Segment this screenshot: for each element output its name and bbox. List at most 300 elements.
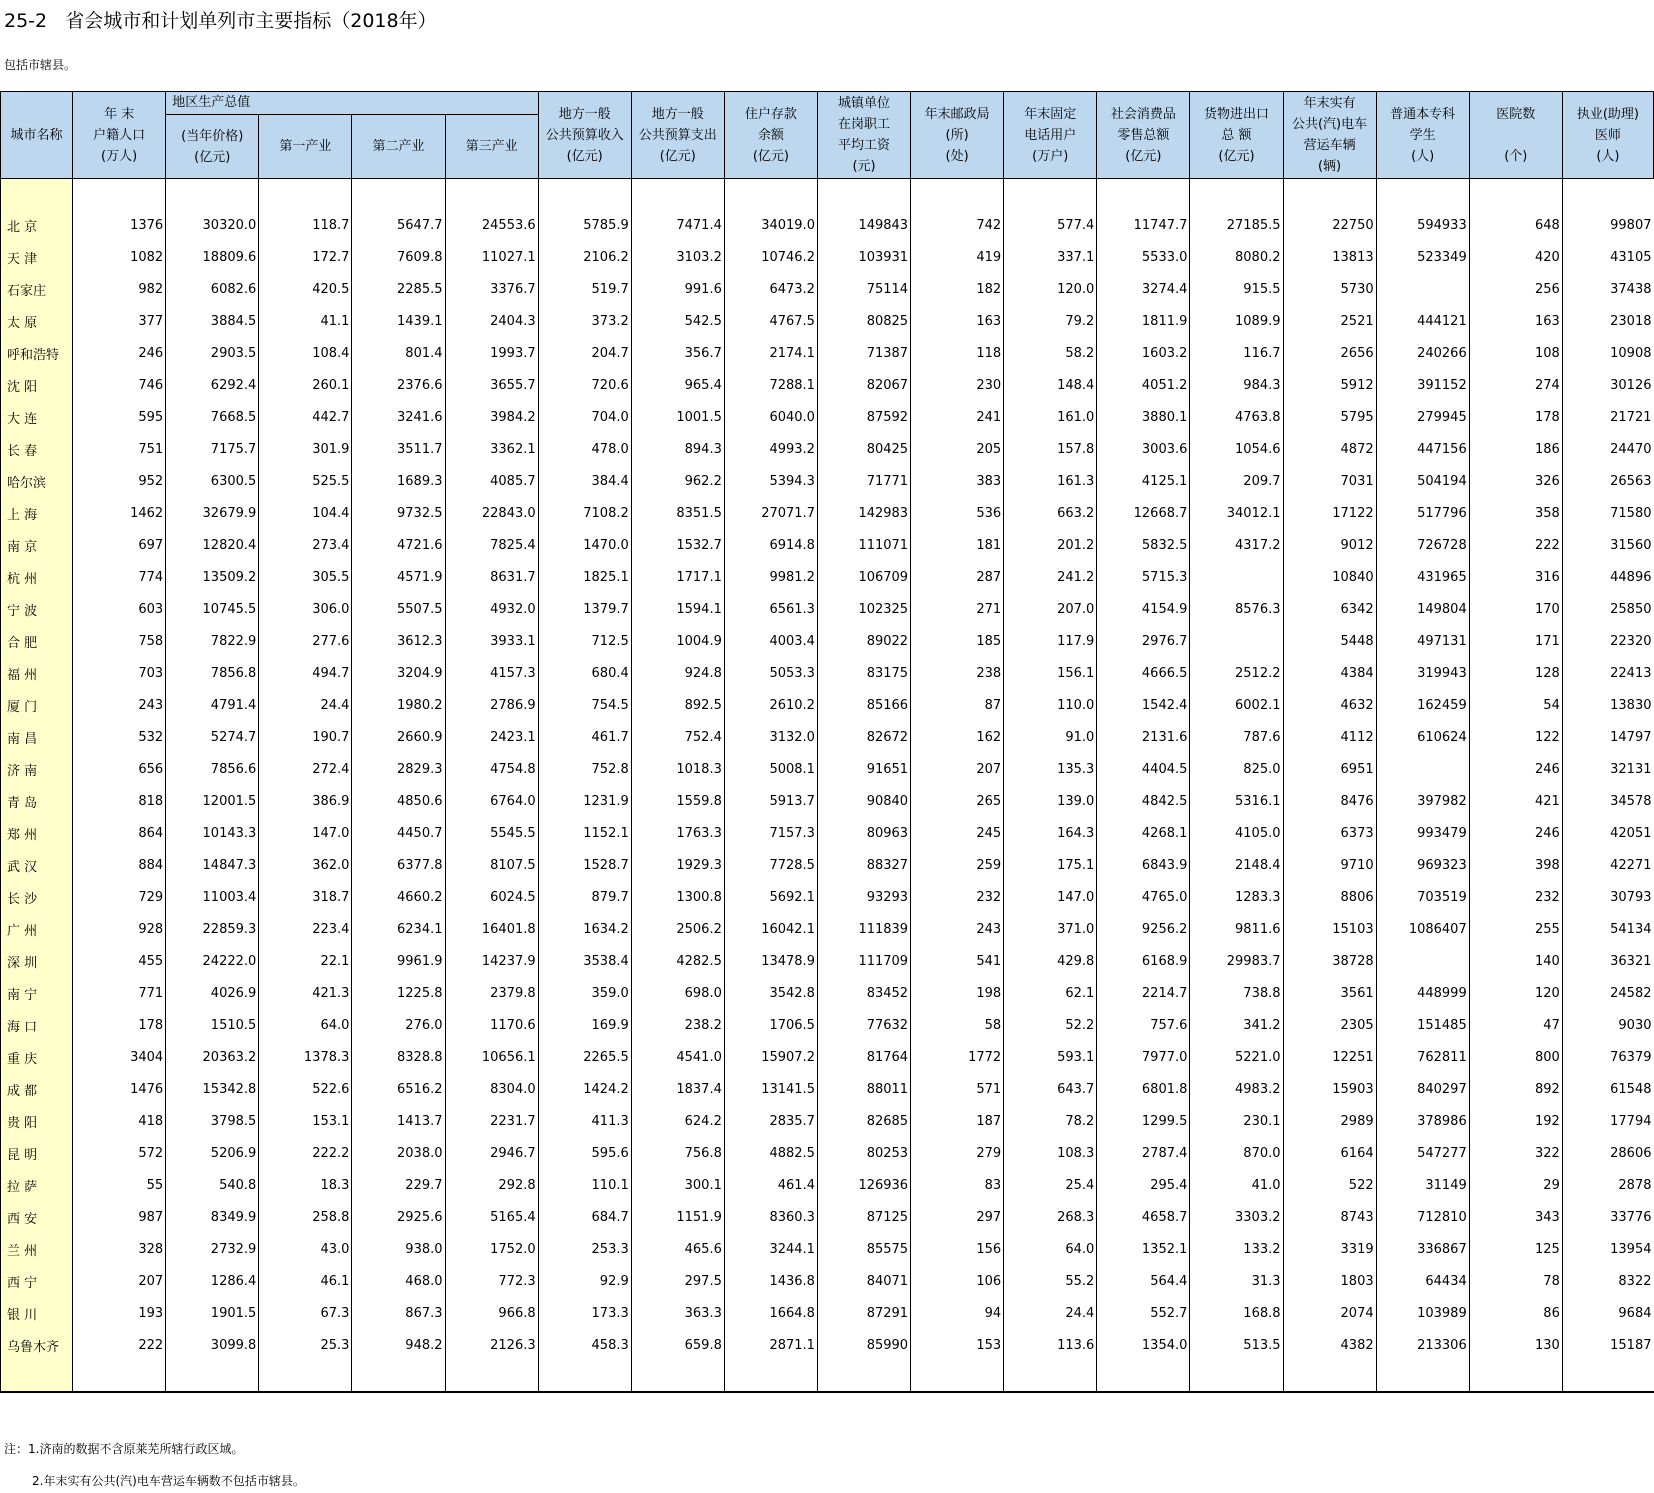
data-cell: 420 — [1469, 241, 1562, 273]
data-cell: 712.5 — [538, 625, 631, 657]
header-primary: 第一产业 — [259, 115, 352, 179]
data-cell: 175.1 — [1004, 849, 1097, 881]
data-cell: 4932.0 — [445, 593, 538, 625]
spacer-cell — [1376, 1361, 1469, 1392]
city-name-cell: 武 汉 — [1, 849, 73, 881]
data-cell: 24582 — [1562, 977, 1653, 1009]
data-cell: 1634.2 — [538, 913, 631, 945]
city-name-cell: 银 川 — [1, 1297, 73, 1329]
city-name-cell: 大 连 — [1, 401, 73, 433]
data-cell: 564.4 — [1097, 1265, 1190, 1297]
data-cell: 800 — [1469, 1041, 1562, 1073]
data-cell: 64434 — [1376, 1265, 1469, 1297]
data-cell: 31560 — [1562, 529, 1653, 561]
data-cell: 6168.9 — [1097, 945, 1190, 977]
data-cell: 1413.7 — [352, 1105, 445, 1137]
data-cell: 161.3 — [1004, 465, 1097, 497]
spacer-cell — [724, 179, 817, 210]
data-cell: 751 — [73, 433, 166, 465]
data-cell: 6234.1 — [352, 913, 445, 945]
data-cell: 83452 — [817, 977, 910, 1009]
header-secondary: 第二产业 — [352, 115, 445, 179]
data-cell: 140 — [1469, 945, 1562, 977]
data-cell: 962.2 — [631, 465, 724, 497]
data-cell: 1689.3 — [352, 465, 445, 497]
city-name-cell: 西 宁 — [1, 1265, 73, 1297]
city-name-cell: 哈尔滨 — [1, 465, 73, 497]
data-cell: 991.6 — [631, 273, 724, 305]
data-cell: 80253 — [817, 1137, 910, 1169]
data-cell: 118.7 — [259, 209, 352, 241]
data-cell: 982 — [73, 273, 166, 305]
data-cell: 3132.0 — [724, 721, 817, 753]
city-name-cell: 成 都 — [1, 1073, 73, 1105]
data-cell: 684.7 — [538, 1201, 631, 1233]
data-cell: 4157.3 — [445, 657, 538, 689]
data-cell: 8351.5 — [631, 497, 724, 529]
data-cell: 142983 — [817, 497, 910, 529]
data-cell: 5053.3 — [724, 657, 817, 689]
data-cell: 111071 — [817, 529, 910, 561]
data-cell: 10746.2 — [724, 241, 817, 273]
city-name-cell: 呼和浩特 — [1, 337, 73, 369]
data-cell: 276.0 — [352, 1009, 445, 1041]
spacer-cell — [1469, 1361, 1562, 1392]
table-row — [1, 1297, 1654, 1329]
city-name-cell: 太 原 — [1, 305, 73, 337]
data-cell: 398 — [1469, 849, 1562, 881]
data-cell: 76379 — [1562, 1041, 1653, 1073]
data-cell: 238.2 — [631, 1009, 724, 1041]
table-row — [1, 849, 1654, 881]
data-cell: 2512.2 — [1190, 657, 1283, 689]
data-cell: 924.8 — [631, 657, 724, 689]
header-doctors: 执业(助理) 医师 (人) — [1562, 92, 1653, 179]
table-row — [1, 689, 1654, 721]
table-row — [1, 977, 1654, 1009]
data-cell: 198 — [911, 977, 1004, 1009]
data-cell: 1901.5 — [166, 1297, 259, 1329]
data-cell: 7977.0 — [1097, 1041, 1190, 1073]
data-cell: 55 — [73, 1169, 166, 1201]
footnote-2: 2.年末实有公共(汽)电车营运车辆数不包括市辖县。 — [32, 1474, 305, 1488]
data-cell: 892.5 — [631, 689, 724, 721]
data-cell: 86 — [1469, 1297, 1562, 1329]
data-cell: 4282.5 — [631, 945, 724, 977]
data-cell: 222 — [73, 1329, 166, 1361]
data-cell: 2379.8 — [445, 977, 538, 1009]
data-cell: 2925.6 — [352, 1201, 445, 1233]
data-cell: 7031 — [1283, 465, 1376, 497]
data-cell: 24222.0 — [166, 945, 259, 977]
data-cell: 1299.5 — [1097, 1105, 1190, 1137]
data-cell: 4882.5 — [724, 1137, 817, 1169]
city-name-cell: 杭 州 — [1, 561, 73, 593]
data-cell: 1825.1 — [538, 561, 631, 593]
data-cell: 205 — [911, 433, 1004, 465]
data-cell: 27185.5 — [1190, 209, 1283, 241]
data-cell: 178 — [73, 1009, 166, 1041]
data-cell: 3319 — [1283, 1233, 1376, 1265]
data-cell: 229.7 — [352, 1169, 445, 1201]
data-cell: 5165.4 — [445, 1201, 538, 1233]
data-cell: 24.4 — [1004, 1297, 1097, 1329]
data-cell: 386.9 — [259, 785, 352, 817]
data-cell: 870.0 — [1190, 1137, 1283, 1169]
data-cell: 193 — [73, 1297, 166, 1329]
data-cell: 3274.4 — [1097, 273, 1190, 305]
data-cell: 3798.5 — [166, 1105, 259, 1137]
data-cell: 1151.9 — [631, 1201, 724, 1233]
data-cell: 712810 — [1376, 1201, 1469, 1233]
data-cell — [1190, 625, 1283, 657]
data-cell: 13830 — [1562, 689, 1653, 721]
data-cell: 11027.1 — [445, 241, 538, 273]
data-cell: 295.4 — [1097, 1169, 1190, 1201]
data-cell: 87125 — [817, 1201, 910, 1233]
data-cell: 7108.2 — [538, 497, 631, 529]
data-cell: 12251 — [1283, 1041, 1376, 1073]
data-cell: 517796 — [1376, 497, 1469, 529]
data-cell: 3933.1 — [445, 625, 538, 657]
data-cell: 133.2 — [1190, 1233, 1283, 1265]
table-row — [1, 593, 1654, 625]
data-cell: 447156 — [1376, 433, 1469, 465]
data-cell: 358 — [1469, 497, 1562, 529]
data-cell: 4632 — [1283, 689, 1376, 721]
city-name-cell: 兰 州 — [1, 1233, 73, 1265]
data-cell: 969323 — [1376, 849, 1469, 881]
data-cell: 43.0 — [259, 1233, 352, 1265]
city-name-cell: 南 京 — [1, 529, 73, 561]
data-cell: 148.4 — [1004, 369, 1097, 401]
data-cell: 6082.6 — [166, 273, 259, 305]
data-cell: 85575 — [817, 1233, 910, 1265]
data-cell: 6473.2 — [724, 273, 817, 305]
data-cell: 128 — [1469, 657, 1562, 689]
data-cell: 6764.0 — [445, 785, 538, 817]
data-cell: 153 — [911, 1329, 1004, 1361]
data-cell: 6914.8 — [724, 529, 817, 561]
data-cell: 80963 — [817, 817, 910, 849]
data-cell: 164.3 — [1004, 817, 1097, 849]
city-name-cell: 郑 州 — [1, 817, 73, 849]
data-cell: 3103.2 — [631, 241, 724, 273]
data-cell: 7728.5 — [724, 849, 817, 881]
data-cell: 201.2 — [1004, 529, 1097, 561]
data-cell: 3003.6 — [1097, 433, 1190, 465]
data-cell: 2521 — [1283, 305, 1376, 337]
spacer-cell — [911, 179, 1004, 210]
header-trade: 货物进出口 总 额 (亿元) — [1190, 92, 1283, 179]
data-cell: 126936 — [817, 1169, 910, 1201]
data-cell: 43105 — [1562, 241, 1653, 273]
data-cell: 3542.8 — [724, 977, 817, 1009]
data-cell: 656 — [73, 753, 166, 785]
data-cell: 207 — [73, 1265, 166, 1297]
data-cell: 93293 — [817, 881, 910, 913]
data-cell: 4993.2 — [724, 433, 817, 465]
data-cell: 547277 — [1376, 1137, 1469, 1169]
data-cell: 738.8 — [1190, 977, 1283, 1009]
data-cell: 1803 — [1283, 1265, 1376, 1297]
data-cell: 541 — [911, 945, 1004, 977]
data-cell: 190.7 — [259, 721, 352, 753]
data-cell: 207.0 — [1004, 593, 1097, 625]
data-cell: 82672 — [817, 721, 910, 753]
data-cell: 111709 — [817, 945, 910, 977]
data-cell: 522 — [1283, 1169, 1376, 1201]
data-cell: 3612.3 — [352, 625, 445, 657]
data-cell: 572 — [73, 1137, 166, 1169]
data-cell: 2835.7 — [724, 1105, 817, 1137]
data-cell: 172.7 — [259, 241, 352, 273]
data-cell: 1532.7 — [631, 529, 724, 561]
data-cell: 948.2 — [352, 1329, 445, 1361]
spacer-cell — [538, 1361, 631, 1392]
data-cell: 178 — [1469, 401, 1562, 433]
header-city: 城市名称 — [1, 92, 73, 179]
table-row — [1, 721, 1654, 753]
data-cell: 9732.5 — [352, 497, 445, 529]
data-cell: 2660.9 — [352, 721, 445, 753]
data-cell: 2976.7 — [1097, 625, 1190, 657]
data-cell: 2265.5 — [538, 1041, 631, 1073]
data-cell: 540.8 — [166, 1169, 259, 1201]
header-gdp-group: 地区生产总值 — [166, 92, 538, 115]
data-cell: 37438 — [1562, 273, 1653, 305]
data-cell: 2871.1 — [724, 1329, 817, 1361]
data-cell: 984.3 — [1190, 369, 1283, 401]
table-row — [1, 1233, 1654, 1265]
data-cell: 79.2 — [1004, 305, 1097, 337]
data-cell: 110.0 — [1004, 689, 1097, 721]
data-cell: 1837.4 — [631, 1073, 724, 1105]
header-students: 普通本专科 学生 (人) — [1376, 92, 1469, 179]
city-name-cell: 青 岛 — [1, 785, 73, 817]
data-cell: 11747.7 — [1097, 209, 1190, 241]
data-cell: 181 — [911, 529, 1004, 561]
data-cell: 801.4 — [352, 337, 445, 369]
data-cell: 258.8 — [259, 1201, 352, 1233]
data-cell: 4382 — [1283, 1329, 1376, 1361]
data-cell: 182 — [911, 273, 1004, 305]
data-cell: 14237.9 — [445, 945, 538, 977]
data-cell: 752.8 — [538, 753, 631, 785]
data-cell: 2285.5 — [352, 273, 445, 305]
data-cell: 4658.7 — [1097, 1201, 1190, 1233]
data-cell: 87291 — [817, 1297, 910, 1329]
data-cell: 2174.1 — [724, 337, 817, 369]
data-cell: 2656 — [1283, 337, 1376, 369]
data-cell: 729 — [73, 881, 166, 913]
data-cell: 429.8 — [1004, 945, 1097, 977]
header-bus: 年末实有 公共(汽)电车 营运车辆 (辆) — [1283, 92, 1376, 179]
city-name-cell: 石家庄 — [1, 273, 73, 305]
data-cell: 185 — [911, 625, 1004, 657]
data-cell: 497131 — [1376, 625, 1469, 657]
data-cell: 151485 — [1376, 1009, 1469, 1041]
spacer-cell — [1097, 179, 1190, 210]
spacer-cell — [1004, 179, 1097, 210]
data-cell: 104.4 — [259, 497, 352, 529]
data-cell: 328 — [73, 1233, 166, 1265]
data-cell: 1436.8 — [724, 1265, 817, 1297]
data-cell: 519.7 — [538, 273, 631, 305]
data-cell: 25850 — [1562, 593, 1653, 625]
data-cell: 3884.5 — [166, 305, 259, 337]
data-cell: 1379.7 — [538, 593, 631, 625]
spacer-cell — [352, 179, 445, 210]
data-cell: 80425 — [817, 433, 910, 465]
data-cell: 8631.7 — [445, 561, 538, 593]
data-cell: 1470.0 — [538, 529, 631, 561]
city-name-cell: 深 圳 — [1, 945, 73, 977]
data-cell: 752.4 — [631, 721, 724, 753]
data-cell: 230.1 — [1190, 1105, 1283, 1137]
data-cell: 448999 — [1376, 977, 1469, 1009]
data-cell: 993479 — [1376, 817, 1469, 849]
data-cell: 3538.4 — [538, 945, 631, 977]
data-cell: 1054.6 — [1190, 433, 1283, 465]
data-cell: 2423.1 — [445, 721, 538, 753]
data-cell: 892 — [1469, 1073, 1562, 1105]
data-cell: 87 — [911, 689, 1004, 721]
footnote-1: 注：1.济南的数据不含原莱芜所辖行政区域。 — [4, 1442, 244, 1456]
header-phone: 年末固定 电话用户 (万户) — [1004, 92, 1097, 179]
data-cell: 461.7 — [538, 721, 631, 753]
data-cell: 3880.1 — [1097, 401, 1190, 433]
data-cell — [1190, 561, 1283, 593]
data-cell: 15342.8 — [166, 1073, 259, 1105]
spacer-cell — [352, 1361, 445, 1392]
data-cell: 8576.3 — [1190, 593, 1283, 625]
data-cell: 168.8 — [1190, 1297, 1283, 1329]
data-cell: 5533.0 — [1097, 241, 1190, 273]
data-cell: 10908 — [1562, 337, 1653, 369]
data-cell: 4666.5 — [1097, 657, 1190, 689]
data-cell: 29 — [1469, 1169, 1562, 1201]
data-cell: 17794 — [1562, 1105, 1653, 1137]
data-cell: 6040.0 — [724, 401, 817, 433]
city-name-cell: 济 南 — [1, 753, 73, 785]
data-cell: 30793 — [1562, 881, 1653, 913]
data-cell: 15907.2 — [724, 1041, 817, 1073]
data-cell: 513.5 — [1190, 1329, 1283, 1361]
header-post: 年末邮政局 (所) (处) — [911, 92, 1004, 179]
spacer-cell — [724, 1361, 817, 1392]
data-cell: 33776 — [1562, 1201, 1653, 1233]
header-hospitals: 医院数 (个) — [1469, 92, 1562, 179]
data-cell: 1929.3 — [631, 849, 724, 881]
city-name-cell: 重 庆 — [1, 1041, 73, 1073]
data-cell: 3303.2 — [1190, 1201, 1283, 1233]
spacer-cell — [1562, 1361, 1653, 1392]
data-cell: 253.3 — [538, 1233, 631, 1265]
data-cell: 120.0 — [1004, 273, 1097, 305]
data-cell: 8304.0 — [445, 1073, 538, 1105]
data-cell: 2786.9 — [445, 689, 538, 721]
data-cell: 241.2 — [1004, 561, 1097, 593]
data-cell: 13478.9 — [724, 945, 817, 977]
data-cell: 75114 — [817, 273, 910, 305]
data-cell: 245 — [911, 817, 1004, 849]
data-cell: 987 — [73, 1201, 166, 1233]
data-cell: 879.7 — [538, 881, 631, 913]
data-cell: 125 — [1469, 1233, 1562, 1265]
data-cell: 32679.9 — [166, 497, 259, 529]
data-cell: 316 — [1469, 561, 1562, 593]
data-cell: 5274.7 — [166, 721, 259, 753]
table-row — [1, 625, 1654, 657]
data-cell: 494.7 — [259, 657, 352, 689]
data-cell: 1772 — [911, 1041, 1004, 1073]
data-cell: 419 — [911, 241, 1004, 273]
data-cell — [1376, 273, 1469, 305]
data-cell: 742 — [911, 209, 1004, 241]
data-cell: 2131.6 — [1097, 721, 1190, 753]
data-cell: 4763.8 — [1190, 401, 1283, 433]
table-row — [1, 369, 1654, 401]
data-cell: 1300.8 — [631, 881, 724, 913]
data-cell: 4721.6 — [352, 529, 445, 561]
data-cell: 442.7 — [259, 401, 352, 433]
data-cell: 3376.7 — [445, 273, 538, 305]
data-cell: 384.4 — [538, 465, 631, 497]
data-cell: 938.0 — [352, 1233, 445, 1265]
data-cell: 2148.4 — [1190, 849, 1283, 881]
data-cell: 2126.3 — [445, 1329, 538, 1361]
spacer-cell — [259, 1361, 352, 1392]
data-cell: 4317.2 — [1190, 529, 1283, 561]
data-cell: 110.1 — [538, 1169, 631, 1201]
data-cell: 525.5 — [259, 465, 352, 497]
table-row — [1, 1329, 1654, 1361]
data-cell: 1763.3 — [631, 817, 724, 849]
data-cell: 46.1 — [259, 1265, 352, 1297]
data-cell: 113.6 — [1004, 1329, 1097, 1361]
data-cell: 8743 — [1283, 1201, 1376, 1233]
data-cell: 55.2 — [1004, 1265, 1097, 1297]
data-cell: 106 — [911, 1265, 1004, 1297]
spacer-cell — [1376, 179, 1469, 210]
data-cell: 156 — [911, 1233, 1004, 1265]
table-row — [1, 1073, 1654, 1105]
table-row — [1, 881, 1654, 913]
table-row — [1, 433, 1654, 465]
data-cell: 162459 — [1376, 689, 1469, 721]
data-cell: 44896 — [1562, 561, 1653, 593]
data-cell: 287 — [911, 561, 1004, 593]
data-cell: 1594.1 — [631, 593, 724, 625]
data-cell: 92.9 — [538, 1265, 631, 1297]
data-cell: 421 — [1469, 785, 1562, 817]
data-cell: 117.9 — [1004, 625, 1097, 657]
data-cell: 771 — [73, 977, 166, 1009]
city-name-cell: 北 京 — [1, 209, 73, 241]
header-deposits: 住户存款 余额 (亿元) — [724, 92, 817, 179]
data-cell: 9811.6 — [1190, 913, 1283, 945]
data-cell: 22.1 — [259, 945, 352, 977]
data-cell: 103931 — [817, 241, 910, 273]
data-cell: 5507.5 — [352, 593, 445, 625]
data-cell: 552.7 — [1097, 1297, 1190, 1329]
data-cell: 6561.3 — [724, 593, 817, 625]
data-cell: 9961.9 — [352, 945, 445, 977]
data-cell: 122 — [1469, 721, 1562, 753]
data-cell: 341.2 — [1190, 1009, 1283, 1041]
data-cell: 22413 — [1562, 657, 1653, 689]
